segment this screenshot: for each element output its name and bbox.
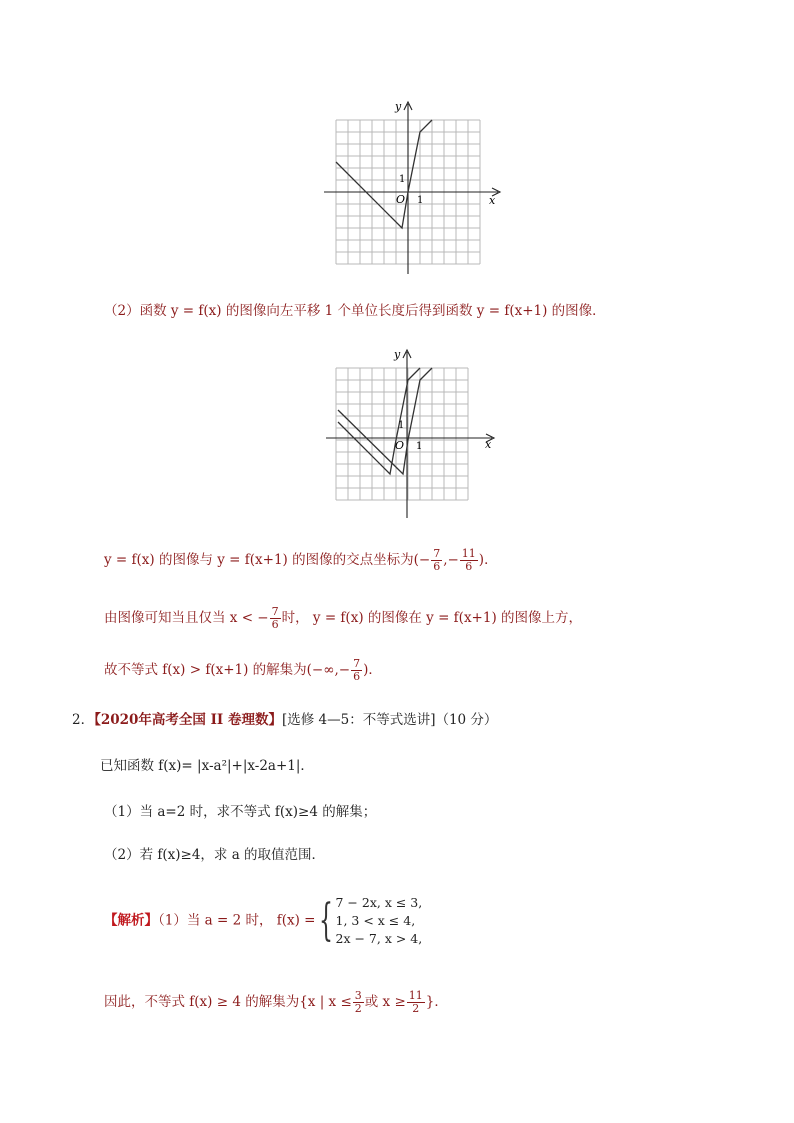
brace-icon: { — [318, 895, 333, 946]
case-line: 1, 3 < x ≤ 4, — [335, 913, 416, 928]
solution-suffix: )． — [363, 662, 382, 678]
fraction: $\frac{11}{6}$ — [461, 547, 476, 573]
fraction: $\frac{7}{6}$ — [271, 605, 279, 631]
solution-prefix: 故不等式 f(x) > f(x+1) 的解集为(−∞,− — [104, 662, 351, 678]
graph-1-unit-x: 1 — [417, 195, 424, 206]
graph-2-y-label: y — [394, 348, 401, 361]
graph-1 — [322, 98, 512, 276]
intersection-line — [104, 548, 498, 573]
problem-q1: （1）当 a=2 时，求不等式 f(x)≥4 的解集； — [104, 804, 377, 820]
condition-prefix: 由图像可知当且仅当 x < − — [104, 610, 269, 626]
conclusion-suffix: }． — [425, 994, 448, 1010]
analysis-tag: 【解析】 — [104, 912, 158, 929]
problem-given: 已知函数 f(x)= |x-a²|+|x-2a+1|． — [100, 758, 314, 774]
analysis-lead: （1）当 a = 2 时， f(x) = — [158, 912, 316, 929]
solution-set-line — [104, 658, 382, 683]
graph-1-y-label: y — [395, 100, 402, 113]
fraction: $\frac{11}{2}$ — [408, 989, 423, 1015]
graph-2 — [322, 346, 512, 524]
conclusion-line — [104, 990, 448, 1015]
conclusion-mid: 或 x ≥ — [364, 994, 406, 1010]
problem-topic: [选修 4—5：不等式选讲]（10 分） — [281, 712, 498, 728]
problem-source: 【2020年高考全国 II 卷理数】 — [94, 712, 282, 728]
graph-2-unit-y: 1 — [398, 420, 405, 431]
intersection-mid: ,− — [443, 552, 459, 568]
condition-suffix: 时， y = f(x) 的图像在 y = f(x+1) 的图像上方， — [281, 610, 583, 626]
fraction: $\frac{3}{2}$ — [354, 989, 362, 1015]
intersection-suffix: )． — [478, 552, 498, 568]
problem-q2: （2）若 f(x)≥4，求 a 的取值范围． — [104, 847, 326, 863]
case-line: 2x − 7, x > 4, — [335, 931, 423, 946]
graph-2-curve-f — [338, 368, 432, 474]
graph-1-x-label: x — [489, 194, 496, 207]
graph-1-unit-y: 1 — [399, 174, 406, 185]
condition-line — [104, 606, 582, 631]
intersection-prefix: y = f(x) 的图像与 y = f(x+1) 的图像的交点坐标为(− — [104, 552, 431, 568]
fraction: $\frac{7}{6}$ — [433, 547, 441, 573]
graph-2-origin: O — [395, 439, 405, 452]
conclusion-prefix: 因此，不等式 f(x) ≥ 4 的解集为{x | x ≤ — [104, 994, 352, 1010]
case-line: 7 − 2x, x ≤ 3, — [335, 895, 423, 910]
graph-1-origin: O — [396, 193, 406, 206]
problem-2-header — [72, 711, 497, 729]
piecewise-cases — [336, 894, 423, 948]
graph-2-unit-x: 1 — [416, 441, 423, 452]
fraction: $\frac{7}{6}$ — [353, 657, 361, 683]
graph-2-x-label: x — [485, 438, 492, 451]
problem-number: 2． — [72, 712, 95, 728]
analysis-block — [104, 894, 422, 948]
part-2-text: （2）函数 y = f(x) 的图像向左平移 1 个单位长度后得到函数 y = f(x+1) 的图像． — [104, 303, 606, 319]
